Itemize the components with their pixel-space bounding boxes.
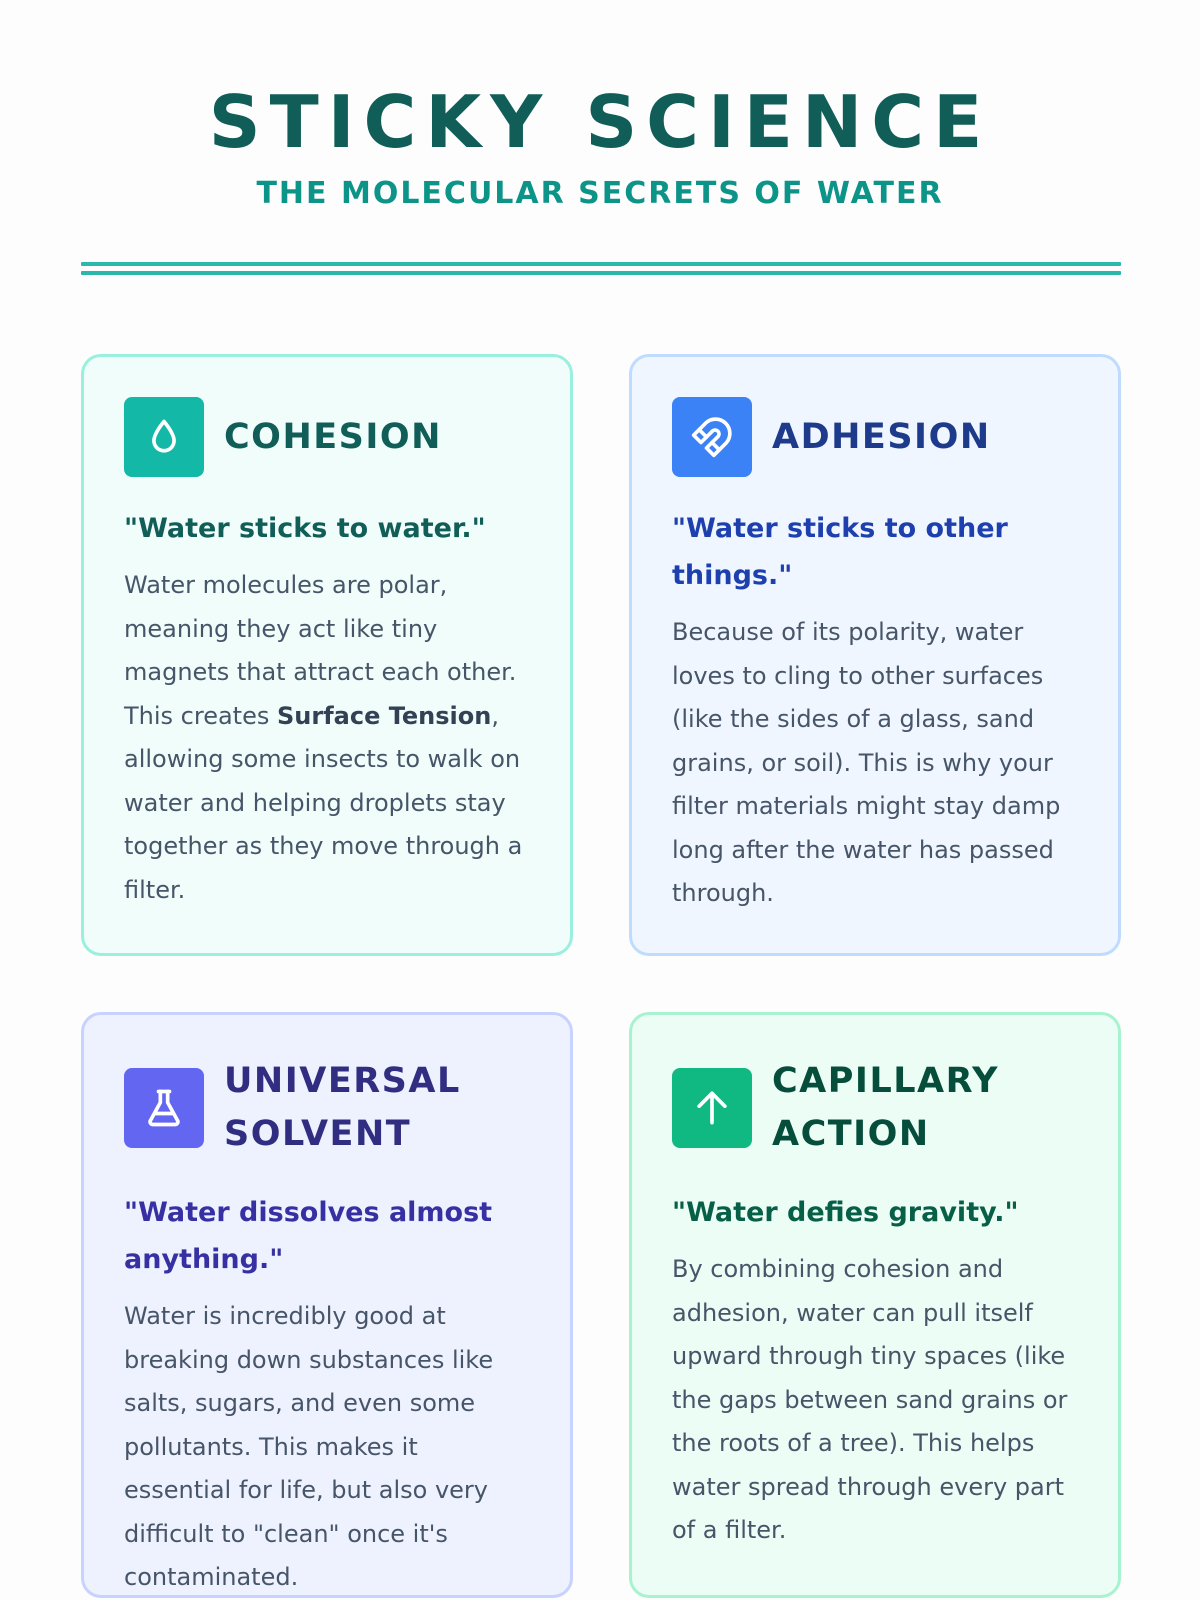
- arrow-up-icon: [672, 1068, 752, 1148]
- card-header: [672, 1055, 1078, 1161]
- card-quote: "Water defies gravity.": [672, 1197, 1019, 1228]
- page-subtitle: THE MOLECULAR SECRETS OF WATER: [256, 176, 944, 211]
- water-drop-icon: [124, 397, 204, 477]
- card-header: [672, 397, 1078, 477]
- card-body-emphasis: Surface Tension: [277, 701, 492, 730]
- card-body-text: Water molecules are polar, meaning they act like tiny magnets that attract each other. This creates: [124, 571, 517, 730]
- magnet-icon: [672, 397, 752, 477]
- header-divider: [81, 262, 1121, 276]
- card-capillary-action: [629, 1012, 1121, 1598]
- divider-line-bottom: [81, 271, 1121, 275]
- flask-icon: [124, 1068, 204, 1148]
- card-body: Because of its polarity, water loves to cling to other surfaces (like the sides of a glass, sand grains, or soil). This is why your filter materials might stay damp long after the water has passed through.: [672, 618, 1061, 907]
- card-title: COHESION: [224, 416, 442, 457]
- card-quote: "Water dissolves almost anything.": [124, 1197, 493, 1275]
- card-body: [124, 564, 530, 912]
- card-body-text-end: , allowing some insects to walk on water and helping droplets stay together as they move through a filter.: [124, 701, 523, 904]
- card-quote: "Water sticks to other things.": [672, 513, 1008, 591]
- header: [0, 0, 1200, 214]
- page-title: STICKY SCIENCE: [208, 80, 992, 164]
- card-title: UNIVERSAL SOLVENT: [224, 1061, 461, 1154]
- card-body: By combining cohesion and adhesion, water can pull itself upward through tiny spaces (like the gaps between sand grains or the roots of a tree). This helps water spread through every part of a filter.: [672, 1255, 1068, 1544]
- card-body: Water is incredibly good at breaking down substances like salts, sugars, and even some pollutants. This makes it essential for life, but also very difficult to "clean" once it's contaminated.: [124, 1302, 494, 1591]
- card-header: [124, 397, 530, 477]
- card-header: [124, 1055, 530, 1161]
- card-cohesion: [81, 354, 573, 956]
- card-quote: "Water sticks to water.": [124, 513, 486, 544]
- divider-line-top: [81, 262, 1121, 266]
- card-title: ADHESION: [772, 416, 991, 457]
- card-adhesion: [629, 354, 1121, 956]
- card-title: CAPILLARY ACTION: [772, 1061, 1000, 1154]
- card-universal-solvent: [81, 1012, 573, 1598]
